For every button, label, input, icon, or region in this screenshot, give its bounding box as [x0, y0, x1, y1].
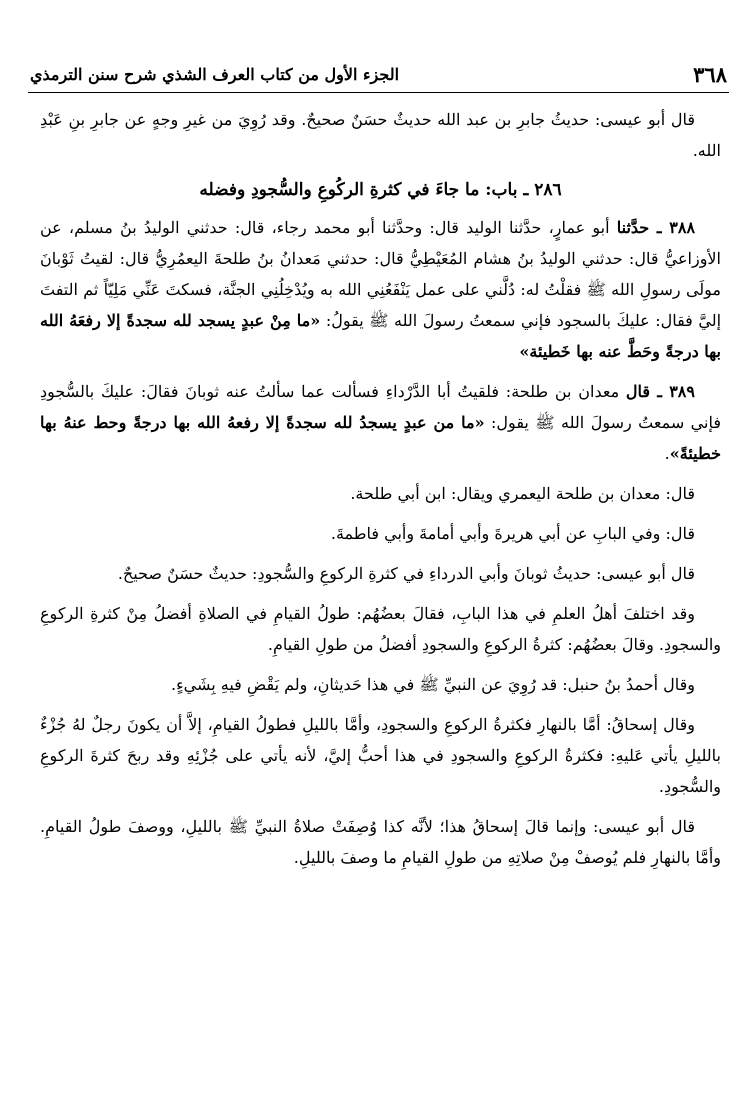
hadith-quote: «ما من عبدٍ يسجدُ لله سجدةً إلا رفعهُ الله بها درجةً وحط عنهُ بها خطيئةً» [40, 413, 721, 463]
hadith-opening: قال [625, 382, 651, 401]
hadith-quote: «ما مِنْ عبدٍ يسجد لله سجدةً إلا رفعَهُ الله بها درجةً وحَطَّ عنه بها خَطيئة» [40, 311, 721, 361]
paragraph-jabir-ruling: قال أبو عيسى: حديثُ جابرِ بن عبد الله حديثٌ حسَنٌ صحيحٌ. وقد رُوِيَ من غيرِ وجهٍ عن جابرِ بنِ عَبْدِ الله. [40, 110, 721, 160]
chapter-heading: ٢٨٦ ـ باب: ما جاءَ في كثرةِ الركُوعِ والسُّجودِ وفضله [199, 180, 562, 200]
page-number: ٣٦٨ [693, 61, 727, 87]
page-header [30, 56, 727, 92]
paragraph-ishaq: وقال إسحاقُ: أمَّا بالنهارِ فكثرةُ الركوعِ والسجودِ، وأمَّا بالليلِ فطولُ القيامِ، إلاَّ أن يكونَ رجلٌ لهُ جُزْءٌ بالليلِ يأتي عَليهِ: فكثرةُ الركوعِ والسجودِ في هذا أحبُّ إليَّ، لأنه يأتي على جُزْئِهِ وقد ربحَ كثرةَ الركوعِ والسُّجودِ. [40, 715, 721, 796]
hadith-388: ٣٨٨ ـ حدَّثنا أبو عمارٍ، حدَّثنا الوليد قال: وحدَّثنا أبو محمد رجاء، قال: حدثني الوليدُ بنُ مسلم، عن الأوزاعيُّ قال: حدثني الوليدُ بنُ هشام المُعَيْطِيُّ قال: حدثني مَعدانُ بنُ طلحةَ اليعمُرِيُّ قال: لقيتُ ثَوْبانَ مولَى رسولِ الله ﷺ فقلْتُ له: دُلَّني على عمل يَنْفَعُنِي الله به ويُدْخِلُنِي الجنَّة، فسكتَ عَنِّي مَلِيّاً ثم التفتَ إليَّ فقال: عليكَ بالسجود فإني سمعتُ رسولَ الله ﷺ يقولُ: «ما مِنْ عبدٍ يسجد لله سجدةً إلا رفعَهُ الله بها درجةً وحَطَّ عنه بها خَطيئة» [40, 218, 722, 361]
hadith-389: ٣٨٩ ـ قال معدان بن طلحة: فلقيتُ أبا الدَّرْداءِ فسألت عما سألتُ عنه ثوبانَ فقالَ: عليكَ بالسُّجودِ فإني سمعتُ رسولَ الله ﷺ يقول: «ما من عبدٍ يسجدُ لله سجدةً إلا رفعهُ الله بها درجةً وحط عنهُ بها خطيئةً». [40, 382, 721, 463]
running-title: الجزء الأول من كتاب العرف الشذي شرح سنن الترمذي [30, 64, 400, 84]
hadith-number: ٣٨٨ [669, 218, 696, 237]
hadith-text: أبو عمارٍ، حدَّثنا الوليد قال: وحدَّثنا أبو محمد رجاء، قال: حدثني الوليدُ بنُ مسلم، عن الأوزاعيُّ قال: حدثني الوليدُ بنُ هشام المُعَيْطِيُّ قال: حدثني مَعدانُ بنُ طلحةَ اليعمُرِيُّ قال: لقيتُ ثَوْبانَ مولَى رسولِ الله ﷺ فقلْتُ له: دُلَّني على عمل يَنْفَعُنِي الله به ويُدْخِلُنِي الجنَّة، فسكتَ عَنِّي مَلِيّاً ثم التفتَ إليَّ فقال: عليكَ بالسجود فإني سمعتُ رسولَ الله ﷺ يقولُ: [40, 218, 722, 330]
paragraph-ahmad: وقال أحمدُ بنُ حنبل: قد رُوِيَ عن النبيِّ ﷺ في هذا حَديثانِ، ولم يَقْضِ فيهِ بِشَيءٍ. [171, 675, 695, 694]
hadith-number: ٣٨٩ [669, 382, 695, 401]
page-content [40, 104, 721, 882]
paragraph-scholars-disagree: وقد اختلفَ أهلُ العلمِ في هذا البابِ، فقالَ بعضُهُم: طولُ القيامِ في الصلاةِ أفضلُ مِنْ كثرةِ الركوعِ والسجودِ. وقالَ بعضُهُم: كثرةُ الركوعِ والسجودِ أفضلُ من طولِ القيامِ. [40, 604, 721, 654]
paragraph-other-narrations: قال: وفي البابِ عن أبي هريرةَ وأبي أمامةَ وأبي فاطمةَ. [330, 524, 695, 543]
hadith-end: . [664, 444, 670, 463]
hadith-opening: حدَّثنا [616, 218, 650, 237]
paragraph-grading: قال أبو عيسى: حديثُ ثوبانَ وأبي الدرداءِ في كثرةِ الركوعِ والسُّجودِ: حديثٌ حسَنٌ صحيحٌ. [117, 564, 695, 583]
paragraph-narrator-name: قال: معدان بن طلحة اليعمري ويقال: ابن أبي طلحة. [350, 484, 695, 503]
hadith-text: معدان بن طلحة: فلقيتُ أبا الدَّرْداءِ فسألت عما سألتُ عنه ثوبانَ فقالَ: عليكَ بالسُّجودِ فإني سمعتُ رسولَ الله ﷺ يقول: [40, 382, 721, 432]
header-rule [28, 92, 729, 93]
paragraph-abu-isa-explains: قال أبو عيسى: وإنما قالَ إسحاقُ هذا؛ لأنَّه كذا وُصِفَتْ صلاةُ النبيِّ ﷺ بالليلِ، ووصفَ طولُ القيامِ. وأمَّا بالنهارِ فلم يُوصفْ مِنْ صلاتِهِ من طولِ القيامِ ما وصفَ بالليلِ. [40, 817, 721, 867]
